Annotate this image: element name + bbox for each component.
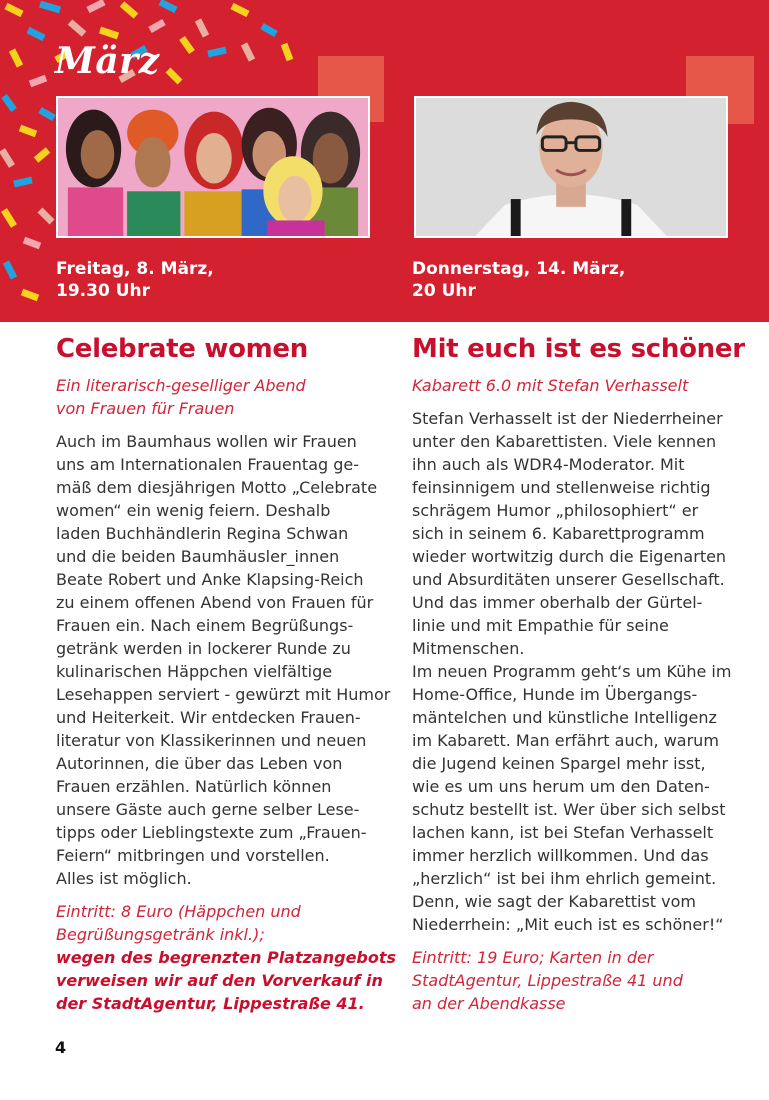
body-line: mäntelchen und künstliche Intelligenz [412, 708, 717, 727]
body-line: wie es um uns herum um den Daten- [412, 777, 710, 796]
body-line: schrägem Humor „philosophiert“ er [412, 501, 699, 520]
body-line: kulinarischen Häppchen vielfältige [56, 662, 333, 681]
body-line: unter den Kabarettisten. Viele kennen [412, 432, 717, 451]
header-band [0, 0, 769, 322]
event-subtitle-left [56, 374, 381, 420]
event-date-left [56, 258, 214, 302]
body-line: getränk werden in lockerer Runde zu [56, 639, 351, 658]
event-column-left [56, 334, 397, 1015]
body-line: sich in seinem 6. Kabarettprogramm [412, 524, 705, 543]
event-date-left-line1: Freitag, 8. März, [56, 259, 214, 279]
body-line: Lesehappen serviert - gewürzt mit Humor [56, 685, 391, 704]
event-image-performer [414, 96, 728, 238]
body-line: und Heiterkeit. Wir entdecken Frauen- [56, 708, 361, 727]
body-line: women“ ein wenig feiern. Deshalb [56, 501, 331, 520]
body-line: Frauen ein. Nach einem Begrüßungs- [56, 616, 354, 635]
note-line: der StadtAgentur, Lippestraße 41. [56, 994, 365, 1013]
body-line: ihn auch als WDR4-Moderator. Mit [412, 455, 685, 474]
event-body-right [412, 407, 737, 936]
subtitle-line: von Frauen für Frauen [56, 399, 235, 418]
body-line: lachen kann, ist bei Stefan Verhasselt [412, 823, 714, 842]
body-line: mäß dem diesjährigen Motto „Celebrate [56, 478, 378, 497]
body-line: tipps oder Lieblingstexte zum „Frauen- [56, 823, 367, 842]
fee-line: StadtAgentur, Lippestraße 41 und [412, 971, 683, 990]
event-title-right: Mit euch ist es schöner [412, 334, 745, 364]
body-line: „herzlich“ ist bei ihm ehrlich gemeint. [412, 869, 717, 888]
event-date-left-line2: 19.30 Uhr [56, 281, 150, 301]
event-body-left [56, 430, 391, 890]
body-line: laden Buchhändlerin Regina Schwan [56, 524, 349, 543]
body-line: immer herzlich willkommen. Und das [412, 846, 709, 865]
note-line: verweisen wir auf den Vorverkauf in [56, 971, 383, 990]
event-image-women [56, 96, 370, 238]
body-line: Feiern“ mitbringen und vorstellen. [56, 846, 330, 865]
body-line: uns am Internationalen Frauentag ge- [56, 455, 360, 474]
body-line: Niederrhein: „Mit euch ist es schöner!“ [412, 915, 724, 934]
body-line: schutz bestellt ist. Wer über sich selbst [412, 800, 726, 819]
event-date-right [412, 258, 625, 302]
body-line: unsere Gäste auch gerne selber Lese- [56, 800, 360, 819]
event-date-right-line2: 20 Uhr [412, 281, 476, 301]
body-line: Mitmenschen. [412, 639, 525, 658]
body-line: die Jugend keinen Spargel mehr isst, [412, 754, 706, 773]
body-line: Home-Office, Hunde im Übergangs- [412, 685, 698, 704]
event-fee-right [412, 946, 737, 1015]
event-fee-left [56, 900, 381, 946]
body-line: und die beiden Baumhäusler_innen [56, 547, 340, 566]
event-date-right-line1: Donnerstag, 14. März, [412, 259, 626, 279]
body-line: Denn, wie sagt der Kabarettist vom [412, 892, 696, 911]
fee-line: Begrüßungsgetränk inkl.); [56, 925, 265, 944]
body-line: Im neuen Programm geht‘s um Kühe im [412, 662, 732, 681]
body-line: Beate Robert und Anke Klapsing-Reich [56, 570, 364, 589]
body-line: Alles ist möglich. [56, 869, 192, 888]
fee-line: Eintritt: 19 Euro; Karten in der [412, 948, 654, 967]
body-line: Stefan Verhasselt ist der Niederrheiner [412, 409, 723, 428]
body-line: Frauen erzählen. Natürlich können [56, 777, 332, 796]
fee-line: an der Abendkasse [412, 994, 566, 1013]
body-line: linie und mit Empathie für seine [412, 616, 669, 635]
page-number: 4 [55, 1038, 67, 1057]
month-heading: März [55, 40, 160, 82]
body-line: literatur von Klassikerinnen und neuen [56, 731, 367, 750]
event-title-left: Celebrate women [56, 334, 308, 364]
fee-line: Eintritt: 8 Euro (Häppchen und [56, 902, 301, 921]
performer-portrait-icon [416, 98, 726, 236]
body-line: Und das immer oberhalb der Gürtel- [412, 593, 703, 612]
event-note-left [56, 946, 397, 1015]
event-column-right [412, 334, 745, 1015]
body-line: zu einem offenen Abend von Frauen für [56, 593, 374, 612]
body-line: feinsinnigem und stellenweise richtig [412, 478, 711, 497]
event-subtitle-right [412, 374, 737, 397]
subtitle-line: Kabarett 6.0 mit Stefan Verhasselt [412, 376, 689, 395]
women-illustration-icon [58, 98, 368, 236]
note-line: wegen des begrenzten Platzangebots [56, 948, 397, 967]
body-line: im Kabarett. Man erfährt auch, warum [412, 731, 719, 750]
subtitle-line: Ein literarisch-geselliger Abend [56, 376, 306, 395]
body-line: und Absurditäten unserer Gesellschaft. [412, 570, 725, 589]
body-line: Autorinnen, die über das Leben von [56, 754, 343, 773]
body-line: wieder wortwitzig durch die Eigenarten [412, 547, 727, 566]
body-line: Auch im Baumhaus wollen wir Frauen [56, 432, 357, 451]
